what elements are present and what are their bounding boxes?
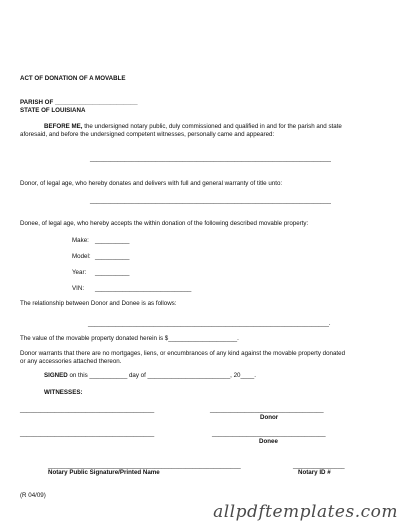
watermark-logo: allpdftemplates.com bbox=[213, 502, 398, 522]
before-me-paragraph bbox=[20, 123, 350, 139]
donee-clause: Donee, of legal age, who hereby accepts the within donation of the following described movable property: bbox=[20, 220, 309, 227]
donee-name-line[interactable]: ______________________________________________________________________ bbox=[90, 197, 331, 204]
before-me-lead: BEFORE ME, bbox=[44, 123, 83, 130]
signed-text[interactable]: on this ___________ day of ________________________, 20____. bbox=[67, 372, 256, 379]
notary-id-line[interactable]: _______________ bbox=[293, 462, 345, 469]
relationship-line[interactable]: ______________________________________________________________________. bbox=[88, 320, 331, 327]
model-label: Model: bbox=[72, 253, 91, 260]
donor-signature-line[interactable]: _________________________________ bbox=[210, 406, 324, 413]
signed-line bbox=[44, 372, 256, 380]
signed-lead: SIGNED bbox=[44, 372, 68, 379]
relationship-text: The relationship between Donor and Donee is as follows: bbox=[20, 300, 177, 307]
make-label: Make: bbox=[72, 237, 89, 244]
appearer-line[interactable]: ______________________________________________________________________ bbox=[90, 155, 331, 162]
state-line: STATE OF LOUISIANA bbox=[20, 107, 86, 114]
year-field[interactable]: __________ bbox=[95, 269, 130, 276]
parish-line: PARISH OF ________________________ bbox=[20, 99, 138, 106]
donor-clause: Donor, of legal age, who hereby donates and delivers with full and general warranty of title unto: bbox=[20, 180, 283, 187]
notary-signature-line[interactable]: ________________________________________________________ bbox=[48, 462, 241, 469]
warranty-text: Donor warrants that there are no mortgages, liens, or encumbrances of any kind against the movable property donated or any accessories attached thereon. bbox=[20, 350, 346, 365]
revision-code: (R 04/09) bbox=[20, 492, 46, 499]
witnesses-heading: WITNESSES: bbox=[44, 389, 83, 396]
form-title: ACT OF DONATION OF A MOVABLE bbox=[20, 75, 126, 82]
year-label: Year: bbox=[72, 269, 87, 276]
donee-label: Donee bbox=[259, 438, 278, 445]
donee-signature-line[interactable]: _________________________________ bbox=[212, 430, 326, 437]
vin-field[interactable]: ____________________________ bbox=[95, 285, 192, 292]
vin-label: VIN: bbox=[72, 285, 85, 292]
notary-id-label: Notary ID # bbox=[298, 469, 331, 476]
witness-signature-line-2[interactable]: _______________________________________ bbox=[20, 430, 155, 437]
make-field[interactable]: __________ bbox=[95, 237, 130, 244]
witness-signature-line-1[interactable]: _______________________________________ bbox=[20, 406, 155, 413]
donor-label: Donor bbox=[260, 414, 279, 421]
before-me-text: the undersigned notary public, duly commissioned and qualified in and for the parish and state aforesaid, and before the undersigned competent witnesses, personally came and appeared: bbox=[20, 123, 342, 138]
model-field[interactable]: __________ bbox=[95, 253, 130, 260]
notary-signature-label: Notary Public Signature/Printed Name bbox=[48, 469, 160, 476]
value-text: The value of the movable property donated herein is $____________________. bbox=[20, 335, 239, 342]
